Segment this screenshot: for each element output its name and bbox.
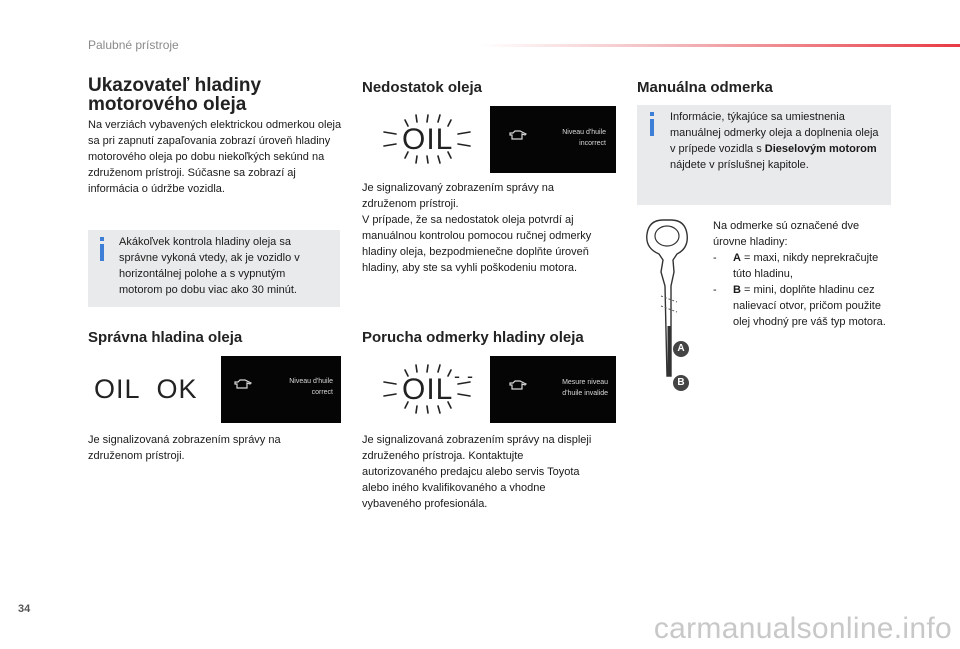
watermark: carmanualsonline.info [653, 612, 952, 645]
dipstick-intro: Na odmerke sú označené dve úrovne hladiny: [713, 220, 860, 248]
display-oil-low [362, 106, 616, 173]
display-message-invalid: Mesure niveau d'huile invalide [562, 379, 608, 397]
page-number: 34 [18, 603, 31, 615]
info-icon-bar [100, 244, 104, 261]
display-right-area [490, 106, 616, 173]
display-oil-invalid [362, 356, 616, 423]
display-oil-text: OIL [402, 373, 454, 406]
display-oil-text: OIL [402, 123, 454, 156]
title-line-1: Ukazovateľ hladiny [88, 75, 262, 96]
display-oil-dashes: - - [454, 366, 474, 386]
info-icon [100, 237, 104, 241]
display-message-incorrect: Niveau d'huile incorrect [562, 129, 606, 147]
dipstick-level-list [713, 250, 893, 330]
header-accent-line [480, 44, 960, 47]
oil-level-indicator-text: Na verziách vybavených elektrickou odmerkou oleja sa pri zapnutí zapaľovania zobrazí úroveň hladiny motorového oleja po dobu niekoľkých sekúnd na združenom prístroji. Súčasne sa zobrazí aj informácia o údržbe vozidla. [88, 119, 342, 195]
gauge-fault-text: Je signalizovaná zobrazením správy na displeji združeného prístroja. Kontaktujte autorizovaného predajcu alebo servis Toyota alebo iného kvalifikovaného a vhodne vybaveného profesionála. [362, 434, 592, 510]
marker-b: B [673, 375, 689, 391]
oil-shortage-text-2: V prípade, že sa nedostatok oleja potvrdí aj manuálnou kontrolou pomocou ručnej odmerky hladiny oleja, bezpodmienečne doplňte úroveň hladiny, aby ste sa vyhli poškodeniu motora. [362, 214, 592, 274]
display-oil-ok [88, 356, 341, 423]
info-text-level-check: Akákoľvek kontrola hladiny oleja sa správne vykoná vtedy, ak je vozidlo v horizontálnej polohe a s vypnutým motorom po dobu viac ako 30 minút. [119, 236, 300, 296]
oil-can-icon [233, 378, 253, 393]
dipstick-illustration [641, 216, 711, 396]
section-title-manual-dipstick: Manuálna odmerka [637, 79, 773, 96]
section-title-correct-level: Správna hladina oleja [88, 329, 243, 346]
info-text-dipstick-location: Informácie, týkajúce sa umiestnenia manuálnej odmerky oleja a doplnenia oleja v prípede vozidla s Dieselovým motorom nájdete v príslušnej kapitole. [670, 111, 879, 171]
list-item: - A = maxi, nikdy neprekračujte túto hladinu, [713, 252, 879, 280]
info-icon [650, 112, 654, 116]
list-item: - B = mini, doplňte hladinu cez nalievací otvor, pričom použite olej vhodný pre váš typ motora. [713, 284, 886, 328]
display-right-area [490, 356, 616, 423]
display-message-correct: Niveau d'huile correct [289, 378, 333, 396]
section-title-oil-shortage: Nedostatok oleja [362, 79, 483, 96]
display-oil-ok-text: OIL OK [94, 374, 198, 404]
display-left-area [362, 106, 490, 173]
title-line-2: motorového oleja [88, 94, 247, 115]
correct-level-text: Je signalizovaná zobrazením správy na združenom prístroji. [88, 434, 281, 462]
oil-can-icon [508, 379, 528, 394]
display-left-area [88, 356, 221, 423]
marker-a: A [673, 341, 689, 357]
running-header: Palubné prístroje [88, 38, 179, 52]
section-title-oil-level-indicator [88, 76, 348, 114]
display-left-area [362, 356, 490, 423]
info-box-level-check [88, 230, 340, 307]
oil-can-icon [508, 129, 528, 144]
oil-shortage-text-1: Je signalizovaný zobrazením správy na združenom prístroji. [362, 182, 554, 210]
info-icon-bar [650, 119, 654, 136]
section-title-gauge-fault: Porucha odmerky hladiny oleja [362, 329, 584, 346]
display-right-area [221, 356, 341, 423]
info-box-dipstick-location [637, 105, 891, 205]
